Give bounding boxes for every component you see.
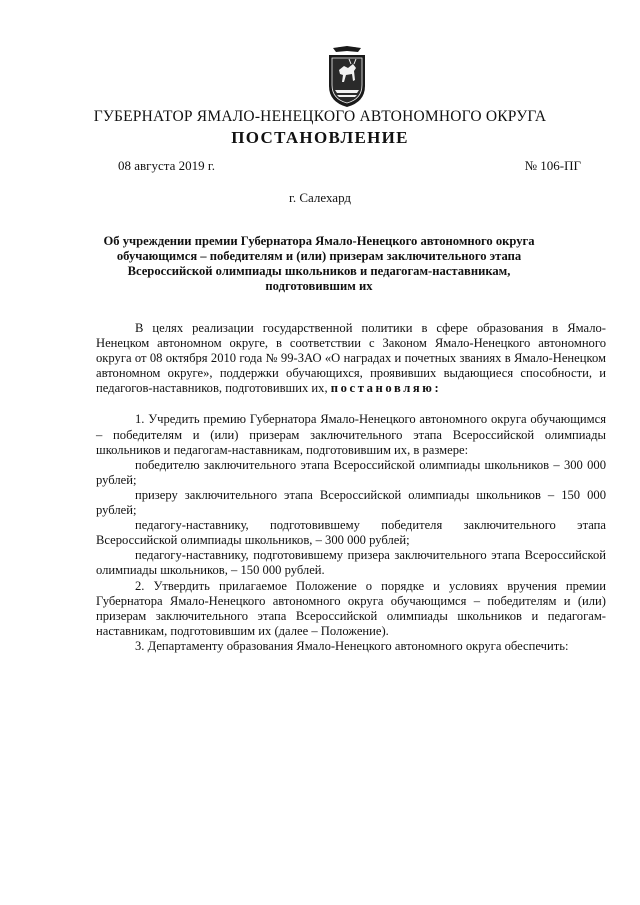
document-body xyxy=(96,321,606,654)
item-1-a-paragraph: победителю заключительного этапа Всероссийской олимпиады школьников – 300 000 рублей; xyxy=(96,457,606,487)
document-city: г. Салехард xyxy=(288,190,352,205)
coat-of-arms-icon xyxy=(327,46,367,108)
item-3-paragraph: 3. Департаменту образования Ямало-Ненецкого автономного округа обеспечить: xyxy=(135,638,569,653)
document-type: ПОСТАНОВЛЕНИЕ xyxy=(231,128,409,147)
decree-word: постановляю: xyxy=(330,381,442,396)
item-1-paragraph: 1. Учредить премию Губернатора Ямало-Ненецкого автономного округа обучающимся – победителям и (или) призерам заключительного этапа Всероссийской олимпиады школьников и педагогам-наставникам, подготовившим их, в размере: xyxy=(96,412,606,457)
document-date: 08 августа 2019 г. xyxy=(118,158,215,173)
item-1-b-paragraph: призеру заключительного этапа Всероссийской олимпиады школьников – 150 000 рублей; xyxy=(96,487,606,518)
document-number: № 106-ПГ xyxy=(524,158,581,173)
item-1-d-paragraph: педагогу-наставнику, подготовившему призера заключительного этапа Всероссийской олимпиады школьников, – 150 000 рублей. xyxy=(96,548,606,578)
preamble-paragraph xyxy=(96,321,606,396)
item-2-paragraph: 2. Утвердить прилагаемое Положение о порядке и условиях вручения премии Губернатора Ямало-Ненецкого автономного округа обучающимся – победителям и (или) призерам заключительного этапа Всероссийской олимпиады школьников и педагогам-наставникам, подготовившим их (далее – Положение). xyxy=(96,578,606,638)
document-subject: Об учреждении премии Губернатора Ямало-Ненецкого автономного округа обучающимся – победителям и (или) призерам заключительного этапа Всероссийской олимпиады школьников и педагогам-наставникам, подготовившим их xyxy=(103,234,535,293)
item-1-c-paragraph: педагогу-наставнику, подготовившему победителя заключительного этапа Всероссийской олимпиады школьников, – 300 000 рублей; xyxy=(96,518,606,548)
issuing-authority: ГУБЕРНАТОР ЯМАЛО-НЕНЕЦКОГО АВТОНОМНОГО ОКРУГА xyxy=(93,108,547,125)
preamble-text: В целях реализации государственной политики в сфере образования в Ямало-Ненецком автономном округе, в соответствии с Законом Ямало-Ненецкого автономного округа от 08 октября 2010 года № 99-ЗАО «О наградах и почетных званиях в Ямало-Ненецком автономном округе», поддержки обучающихся, проявивших выдающиеся способности, и педагогов-наставников, подготовивших их, xyxy=(96,321,606,396)
